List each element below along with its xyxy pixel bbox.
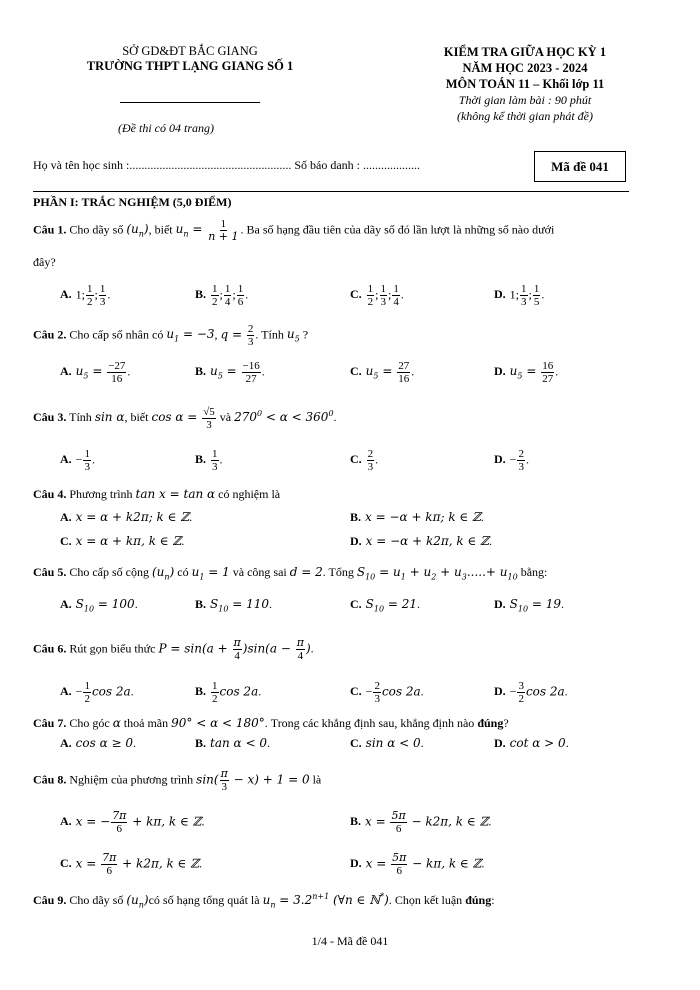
q8-answer-c[interactable]: C. x = $\frac{7\pi}{6}$ + k2π, k ∈ ℤ.	[60, 851, 203, 877]
school-year: NĂM HỌC 2023 - 2024	[462, 61, 588, 75]
question-9: Câu 9. Cho dãy số $(u_n)có$ số hạng tổng quát là $u_n = 3.2^{n+1}$ (∀n ∈ ℕ*). Chọn kết luận đúng:	[33, 892, 495, 910]
q7-answer-c[interactable]: C. sin α < 0.	[350, 736, 424, 750]
question-4: Câu 4. Phương trình tan x = tan α có nghiệm là	[33, 487, 281, 501]
q2-answer-a[interactable]: A. $u_5$ = $\frac{-27}{16}$ .	[60, 360, 131, 385]
q4-answer-a[interactable]: A. x = α + k2π; k ∈ ℤ.	[60, 510, 193, 524]
question-8: Câu 8. Nghiệm của phương trình sin( $\frac{\pi}{3}$ − x) + 1 = 0 là	[33, 767, 322, 793]
q1-answer-a[interactable]: A. 1; $\frac{1}{2}$ ; $\frac{1}{3}$ .	[60, 283, 111, 308]
q1-answer-c[interactable]: C. $\frac{1}{2}$ ; $\frac{1}{3}$ ; $\frac{1}{4}$ .	[350, 283, 404, 308]
q5-answer-b[interactable]: B. $S_{10} = 110$.	[195, 597, 273, 614]
q4-answer-c[interactable]: C. x = α + kπ, k ∈ ℤ.	[60, 534, 185, 548]
school-name: TRƯỜNG THPT LẠNG GIANG SỐ 1	[86, 59, 294, 73]
question-7: Câu 7. Cho góc α thoả mãn 90° < α < 180°. Trong các khẳng định sau, khẳng định nào đúng?	[33, 716, 509, 730]
header-underline	[120, 102, 260, 103]
q6-answer-d[interactable]: D. − $\frac{3}{2}$ cos 2a.	[494, 680, 568, 705]
q8-answer-a[interactable]: A. x = − $\frac{7\pi}{6}$ + kπ, k ∈ ℤ.	[60, 809, 205, 835]
q8-answer-d[interactable]: D. x = $\frac{5\pi}{6}$ − kπ, k ∈ ℤ.	[350, 851, 485, 877]
q2-answer-d[interactable]: D. $u_5$ = $\frac{16}{27}$ .	[494, 360, 559, 385]
question-3: Câu 3. Tính sin α, biết cos α = $\frac{√5}{3}$ và $270^0 < \alpha < 360^0$.	[33, 405, 337, 431]
subject: MÔN TOÁN 11 – Khối lớp 11	[445, 77, 605, 91]
q5-answer-c[interactable]: C. $S_{10} = 21$.	[350, 597, 421, 614]
q6-answer-b[interactable]: B. $\frac{1}{2}$ cos 2a.	[195, 680, 262, 705]
q3-answer-d[interactable]: D. − $\frac{2}{3}$ .	[494, 448, 529, 473]
q6-answer-c[interactable]: C. − $\frac{2}{3}$ cos 2a.	[350, 680, 424, 705]
section-title: PHẦN I: TRẮC NGHIỆM (5,0 ĐIỂM)	[33, 195, 232, 209]
q3-answer-b[interactable]: B. $\frac{1}{3}$ .	[195, 448, 223, 473]
exam-title: KIỂM TRA GIỮA HỌC KỲ 1	[443, 45, 607, 59]
q3-answer-c[interactable]: C. $\frac{2}{3}$ .	[350, 448, 379, 473]
q1-answer-b[interactable]: B. $\frac{1}{2}$ ; $\frac{1}{4}$ ; $\frac{1}{6}$ .	[195, 283, 249, 308]
page-count-note: (Đề thi có 04 trang)	[118, 121, 214, 135]
q1-answer-d[interactable]: D. 1; $\frac{1}{3}$ ; $\frac{1}{5}$ .	[494, 283, 545, 308]
student-info-line: Họ và tên học sinh :...................................................... Số báo danh : ...................	[33, 158, 420, 172]
question-6: Câu 6. Rút gọn biểu thức P = sin(a + $\frac{\pi}{4}$ )sin(a − $\frac{\pi}{4}$ ).	[33, 636, 314, 662]
q7-answer-d[interactable]: D. cot α > 0.	[494, 736, 569, 750]
q5-answer-d[interactable]: D. $S_{10} = 19$.	[494, 597, 565, 614]
page-footer: 1/4 - Mã đề 041	[311, 934, 389, 948]
question-2: Câu 2. Cho cấp số nhân có $u_1 = -3$, q = $\frac{2}{3}$ . Tính $u_5$ ?	[33, 323, 309, 348]
question-1-cont: đây?	[33, 255, 56, 269]
q4-answer-b[interactable]: B. x = −α + kπ; k ∈ ℤ.	[350, 510, 484, 524]
q7-answer-b[interactable]: B. tan α < 0.	[195, 736, 270, 750]
q5-answer-a[interactable]: A. $S_{10} = 100$.	[60, 597, 138, 614]
exam-code-box: Mã đề 041	[534, 151, 626, 182]
q8-answer-b[interactable]: B. x = $\frac{5\pi}{6}$ − k2π, k ∈ ℤ.	[350, 809, 492, 835]
q2-answer-c[interactable]: C. $u_5$ = $\frac{27}{16}$ .	[350, 360, 415, 385]
time-note: (không kể thời gian phát đề)	[456, 109, 594, 123]
separator-line	[33, 191, 629, 192]
school-header	[55, 44, 325, 74]
question-1: Câu 1. Cho dãy số $(u_n)$, biết $u_n$ = $\frac{1}{n + 1}$ . Ba số hạng đầu tiên của dãy số đó lần lượt là những số nào dưới	[33, 218, 555, 243]
q3-answer-a[interactable]: A. − $\frac{1}{3}$ .	[60, 448, 95, 473]
q4-answer-d[interactable]: D. x = −α + k2π, k ∈ ℤ.	[350, 534, 492, 548]
department-name: SỞ GD&ĐT BẮC GIANG	[122, 44, 258, 58]
q2-answer-b[interactable]: B. $u_5$ = $\frac{-16}{27}$ .	[195, 360, 265, 385]
exam-header	[395, 44, 655, 124]
question-5: Câu 5. Cho cấp số cộng $(u_n)$ có $u_1 = 1$ và công sai d = 2. Tổng $S_{10} = u_1 + u_2 + u_3.....+ u_{10}$ bằng:	[33, 565, 548, 582]
time-limit: Thời gian làm bài : 90 phút	[458, 93, 592, 107]
q6-answer-a[interactable]: A. − $\frac{1}{2}$ cos 2a.	[60, 680, 134, 705]
q7-answer-a[interactable]: A. cos α ≥ 0.	[60, 736, 137, 750]
